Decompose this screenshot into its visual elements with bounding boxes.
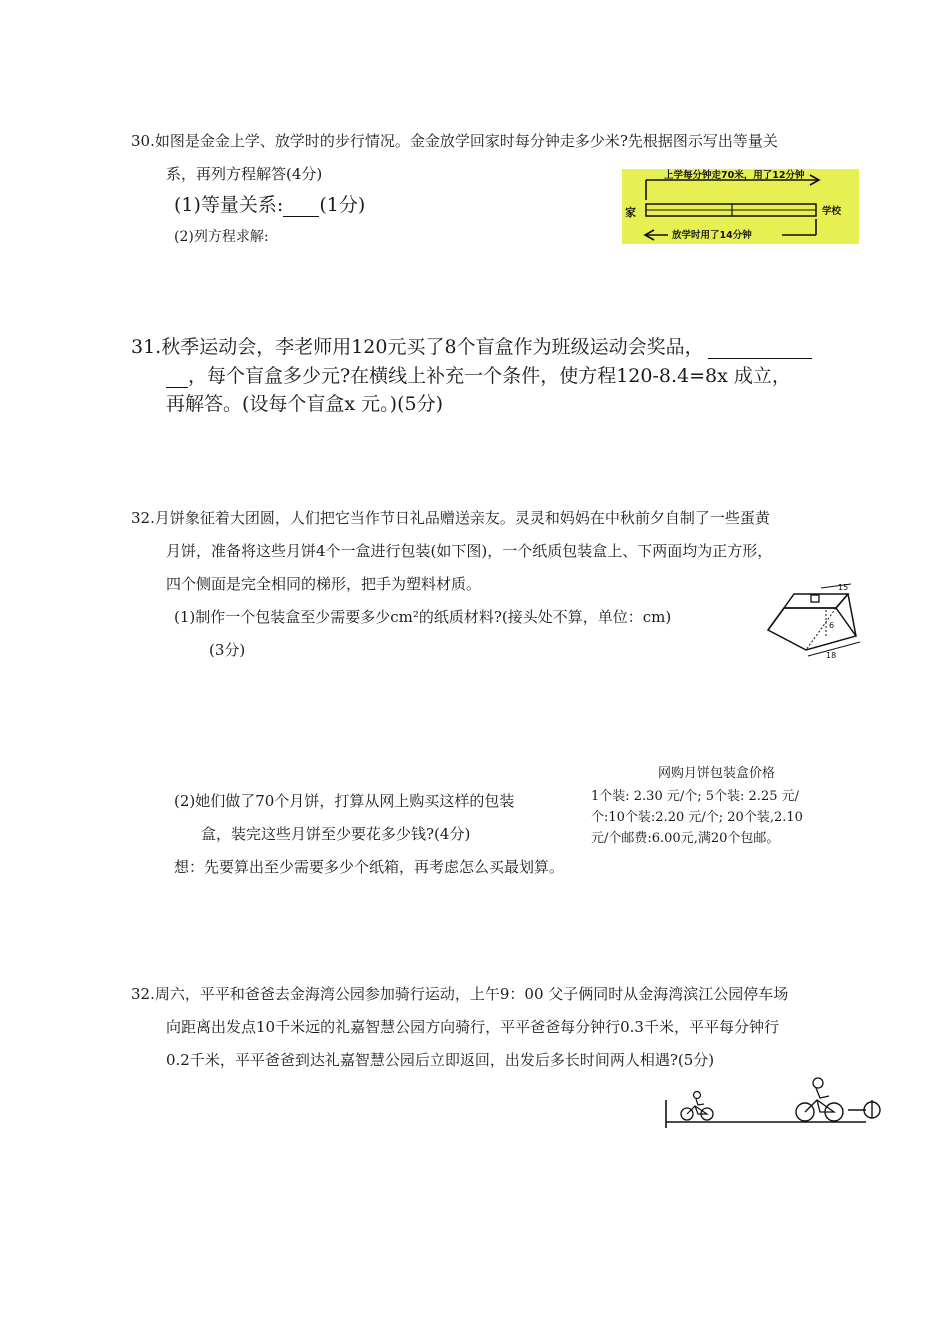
walking-diagram xyxy=(622,169,859,244)
q32a-line2: 月饼，准备将这些月饼4个一盒进行包装(如下图)，一个纸质包装盒上、下两面均为正方形， xyxy=(166,542,773,560)
label-school: 学校 xyxy=(822,206,842,217)
q32b-line2: 向距离出发点10千米远的礼嘉智慧公园方向骑行，平平爸爸每分钟行0.3千米，平平每分钟行 xyxy=(166,1018,779,1036)
box-left-edge xyxy=(768,608,784,630)
box-sides xyxy=(768,608,856,650)
q30-line2: 系，再列方程解答(4分) xyxy=(166,165,323,183)
q31-line1-text: 31.秋季运动会，李老师用120元买了8个盲盒作为班级运动会奖品， xyxy=(131,336,704,358)
q30-part1-label: (1)等量关系: xyxy=(174,194,284,216)
price-line3: 元/个邮费:6.00元,满20个包邮。 xyxy=(591,831,780,846)
big-cyclist-icon xyxy=(796,1078,843,1121)
condition-blank[interactable] xyxy=(708,339,812,359)
condition-blank-cont[interactable] xyxy=(166,368,188,388)
gift-box-figure xyxy=(766,580,864,660)
dim-bottom-label: 18 xyxy=(826,651,837,660)
dim-height-label: 6 xyxy=(829,621,835,630)
diagram-bottom-text: 放学时用了14分钟 xyxy=(672,230,752,241)
q32b-line1: 32.周六，平平和爸爸去金海湾公园参加骑行运动，上午9：00 父子俩同时从金海湾滨江公园停车场 xyxy=(131,985,789,1003)
q32a-line1: 32.月饼象征着大团圆，人们把它当作节日礼品赠送亲友。灵灵和妈妈在中秋前夕自制了一些蛋黄 xyxy=(131,509,770,527)
box-handle xyxy=(811,595,819,602)
q32a-part2-line1: (2)她们做了70个月饼，打算从网上购买这样的包装 xyxy=(174,792,515,810)
q30-line1: 30.如图是金金上学、放学时的步行情况。金金放学回家时每分钟走多少米?先根据图示写出等量关 xyxy=(131,132,778,150)
price-line1: 1个装: 2.30 元/个; 5个装: 2.25 元/ xyxy=(591,789,799,804)
q30-part1 xyxy=(174,190,365,217)
cycling-figure xyxy=(660,1074,884,1132)
q32a-part1-score: (3分) xyxy=(209,641,246,659)
q32b-line3: 0.2千米，平平爸爸到达礼嘉智慧公园后立即返回，出发后多长时间两人相遇?(5分) xyxy=(166,1051,715,1069)
q30-part2: (2)列方程求解: xyxy=(174,229,269,245)
q31-line1 xyxy=(131,332,812,359)
q32a-part2-line2: 盒，装完这些月饼至少要花多少钱?(4分) xyxy=(201,825,471,843)
small-cyclist-icon xyxy=(681,1092,713,1121)
destination-icon xyxy=(848,1100,880,1118)
q31-line2 xyxy=(166,361,791,388)
q30-part1-score: (1分) xyxy=(319,194,366,216)
price-title: 网购月饼包装盒价格 xyxy=(658,766,776,781)
dim-top-label: 15 xyxy=(838,583,849,592)
diagram-top-text: 上学每分钟走70米，用了12分钟 xyxy=(664,170,805,181)
price-line2: 个:10个装:2.20 元/个; 20个装,2.10 xyxy=(591,810,803,825)
label-home: 家 xyxy=(625,206,636,219)
q31-line3: 再解答。(设每个盲盒x 元。)(5分) xyxy=(166,393,443,415)
q32a-line3: 四个侧面是完全相同的梯形，把手为塑料材质。 xyxy=(166,575,482,593)
answer-blank[interactable] xyxy=(283,197,319,217)
q32a-part1: (1)制作一个包装盒至少需要多少cm²的纸质材料?(接头处不算，单位：cm) xyxy=(174,608,672,626)
q31-line2-text: ，每个盲盒多少元?在横线上补充一个条件，使方程120-8.4=8x 成立， xyxy=(188,365,791,387)
q32a-hint: 想：先要算出至少需要多少个纸箱，再考虑怎么买最划算。 xyxy=(174,858,565,876)
box-edge xyxy=(836,594,848,608)
